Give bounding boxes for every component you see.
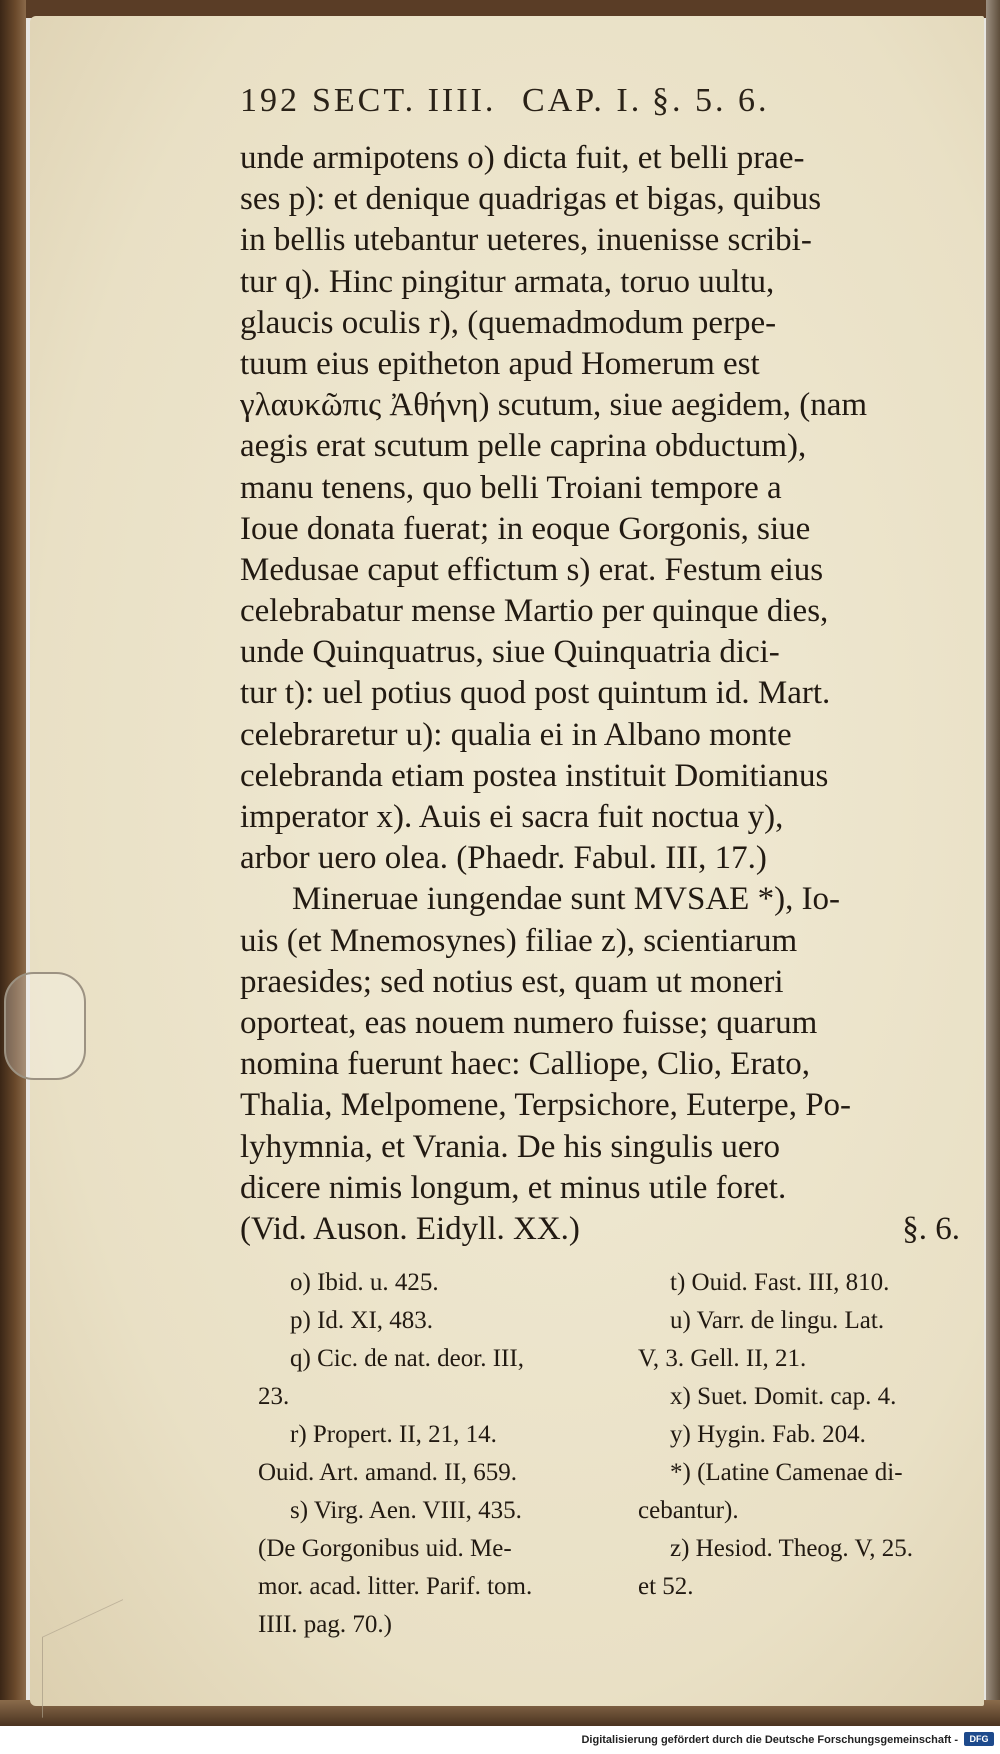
footnote: o) Ibid. u. 425. — [290, 1269, 439, 1296]
footnote: u) Varr. de lingu. Lat. — [670, 1307, 885, 1334]
text-line: (Vid. Auson. Eidyll. XX.) — [240, 1210, 580, 1247]
chapter-label: CAP. I. — [522, 82, 643, 119]
bookmark-tab — [4, 972, 86, 1080]
dfg-logo: DFG — [964, 1732, 994, 1746]
text-line: dicere nimis longum, et minus utile foret. — [240, 1169, 787, 1206]
text-line-last — [240, 1209, 960, 1250]
paragraph-label: §. 5. 6. — [652, 82, 770, 119]
footnote: p) Id. XI, 483. — [290, 1307, 434, 1334]
footnote: mor. acad. litter. Parif. tom. — [258, 1573, 533, 1600]
text-line: unde armipotens o) dicta fuit, et belli prae- — [240, 140, 805, 176]
footnote: t) Ouid. Fast. III, 810. — [670, 1269, 890, 1296]
text-line: aegis erat scutum pelle caprina obductum), — [240, 428, 807, 465]
footnotes-left-column — [258, 1264, 618, 1644]
running-header — [240, 82, 880, 132]
text-line: imperator x). Auis ei sacra fuit noctua y), — [240, 799, 784, 835]
footnote: z) Hesiod. Theog. V, 25. — [670, 1535, 914, 1562]
footnote: *) (Latine Camenae di- — [670, 1459, 903, 1486]
text-line: Thalia, Melpomene, Terpsichore, Euterpe, Po- — [240, 1087, 852, 1124]
footnote: IIII. pag. 70.) — [258, 1611, 392, 1638]
text-line: nomina fuerunt haec: Calliope, Clio, Erato, — [240, 1046, 811, 1083]
footnote: et 52. — [638, 1573, 694, 1600]
book-binding-edge — [0, 0, 26, 1754]
text-line: arbor uero olea. (Phaedr. Fabul. III, 17.) — [240, 840, 767, 877]
text-line: oporteat, eas nouem numero fuisse; quarum — [240, 1004, 818, 1041]
body-text — [240, 138, 960, 1250]
text-line: in bellis utebantur ueteres, inuenisse scribi- — [240, 222, 812, 259]
text-line: celebrabatur mense Martio per quinque dies, — [240, 593, 829, 630]
footnote: Ouid. Art. amand. II, 659. — [258, 1459, 517, 1486]
footnote: cebantur). — [638, 1497, 739, 1524]
text-line: Ioue donata fuerat; in eoque Gorgonis, siue — [240, 510, 811, 547]
footnote: (De Gorgonibus uid. Me- — [258, 1535, 512, 1562]
funding-credit: Digitalisierung gefördert durch die Deutsche Forschungsgemeinschaft - — [581, 1734, 958, 1746]
digitization-footer — [0, 1726, 1000, 1754]
footnote: r) Propert. II, 21, 14. — [290, 1421, 497, 1448]
page-number: 192 — [240, 82, 300, 119]
text-line: γλαυκῶπις Ἀθήνη) scutum, siue aegidem, (nam — [240, 387, 868, 424]
text-line: tuum eius epitheton apud Homerum est — [240, 345, 760, 382]
section-marker: §. 6. — [902, 1210, 960, 1247]
footnotes-right-column — [638, 1264, 978, 1606]
footnote: V, 3. Gell. II, 21. — [638, 1345, 807, 1372]
text-line: Medusae caput effictum s) erat. Festum eius — [240, 551, 824, 588]
text-line: Mineruae iungendae sunt MVSAE *), Io- — [292, 881, 841, 918]
text-line: tur t): uel potius quod post quintum id. Mart. — [240, 675, 831, 712]
section-label: SECT. IIII. — [312, 82, 497, 119]
footnote: s) Virg. Aen. VIII, 435. — [290, 1497, 522, 1524]
text-line: lyhymnia, et Vrania. De his singulis uero — [240, 1128, 780, 1165]
text-line: celebraretur u): qualia ei in Albano monte — [240, 716, 792, 753]
footnote: y) Hygin. Fab. 204. — [670, 1421, 866, 1448]
book-right-edge — [986, 0, 1000, 1754]
text-line: tur q). Hinc pingitur armata, toruo uultu, — [240, 263, 775, 300]
footnote: x) Suet. Domit. cap. 4. — [670, 1383, 897, 1410]
text-line: glaucis oculis r), (quemadmodum perpe- — [240, 304, 777, 341]
text-line: unde Quinquatrus, siue Quinquatria dici- — [240, 634, 780, 671]
footnote: q) Cic. de nat. deor. III, — [290, 1345, 524, 1372]
text-line: ses p): et denique quadrigas et bigas, quibus — [240, 181, 822, 218]
footnote: 23. — [258, 1383, 290, 1410]
text-line: praesides; sed notius est, quam ut moneri — [240, 963, 784, 1000]
text-line: celebranda etiam postea instituit Domitianus — [240, 757, 829, 794]
text-line: manu tenens, quo belli Troiani tempore a — [240, 469, 782, 506]
text-line: uis (et Mnemosynes) filiae z), scientiarum — [240, 922, 798, 959]
